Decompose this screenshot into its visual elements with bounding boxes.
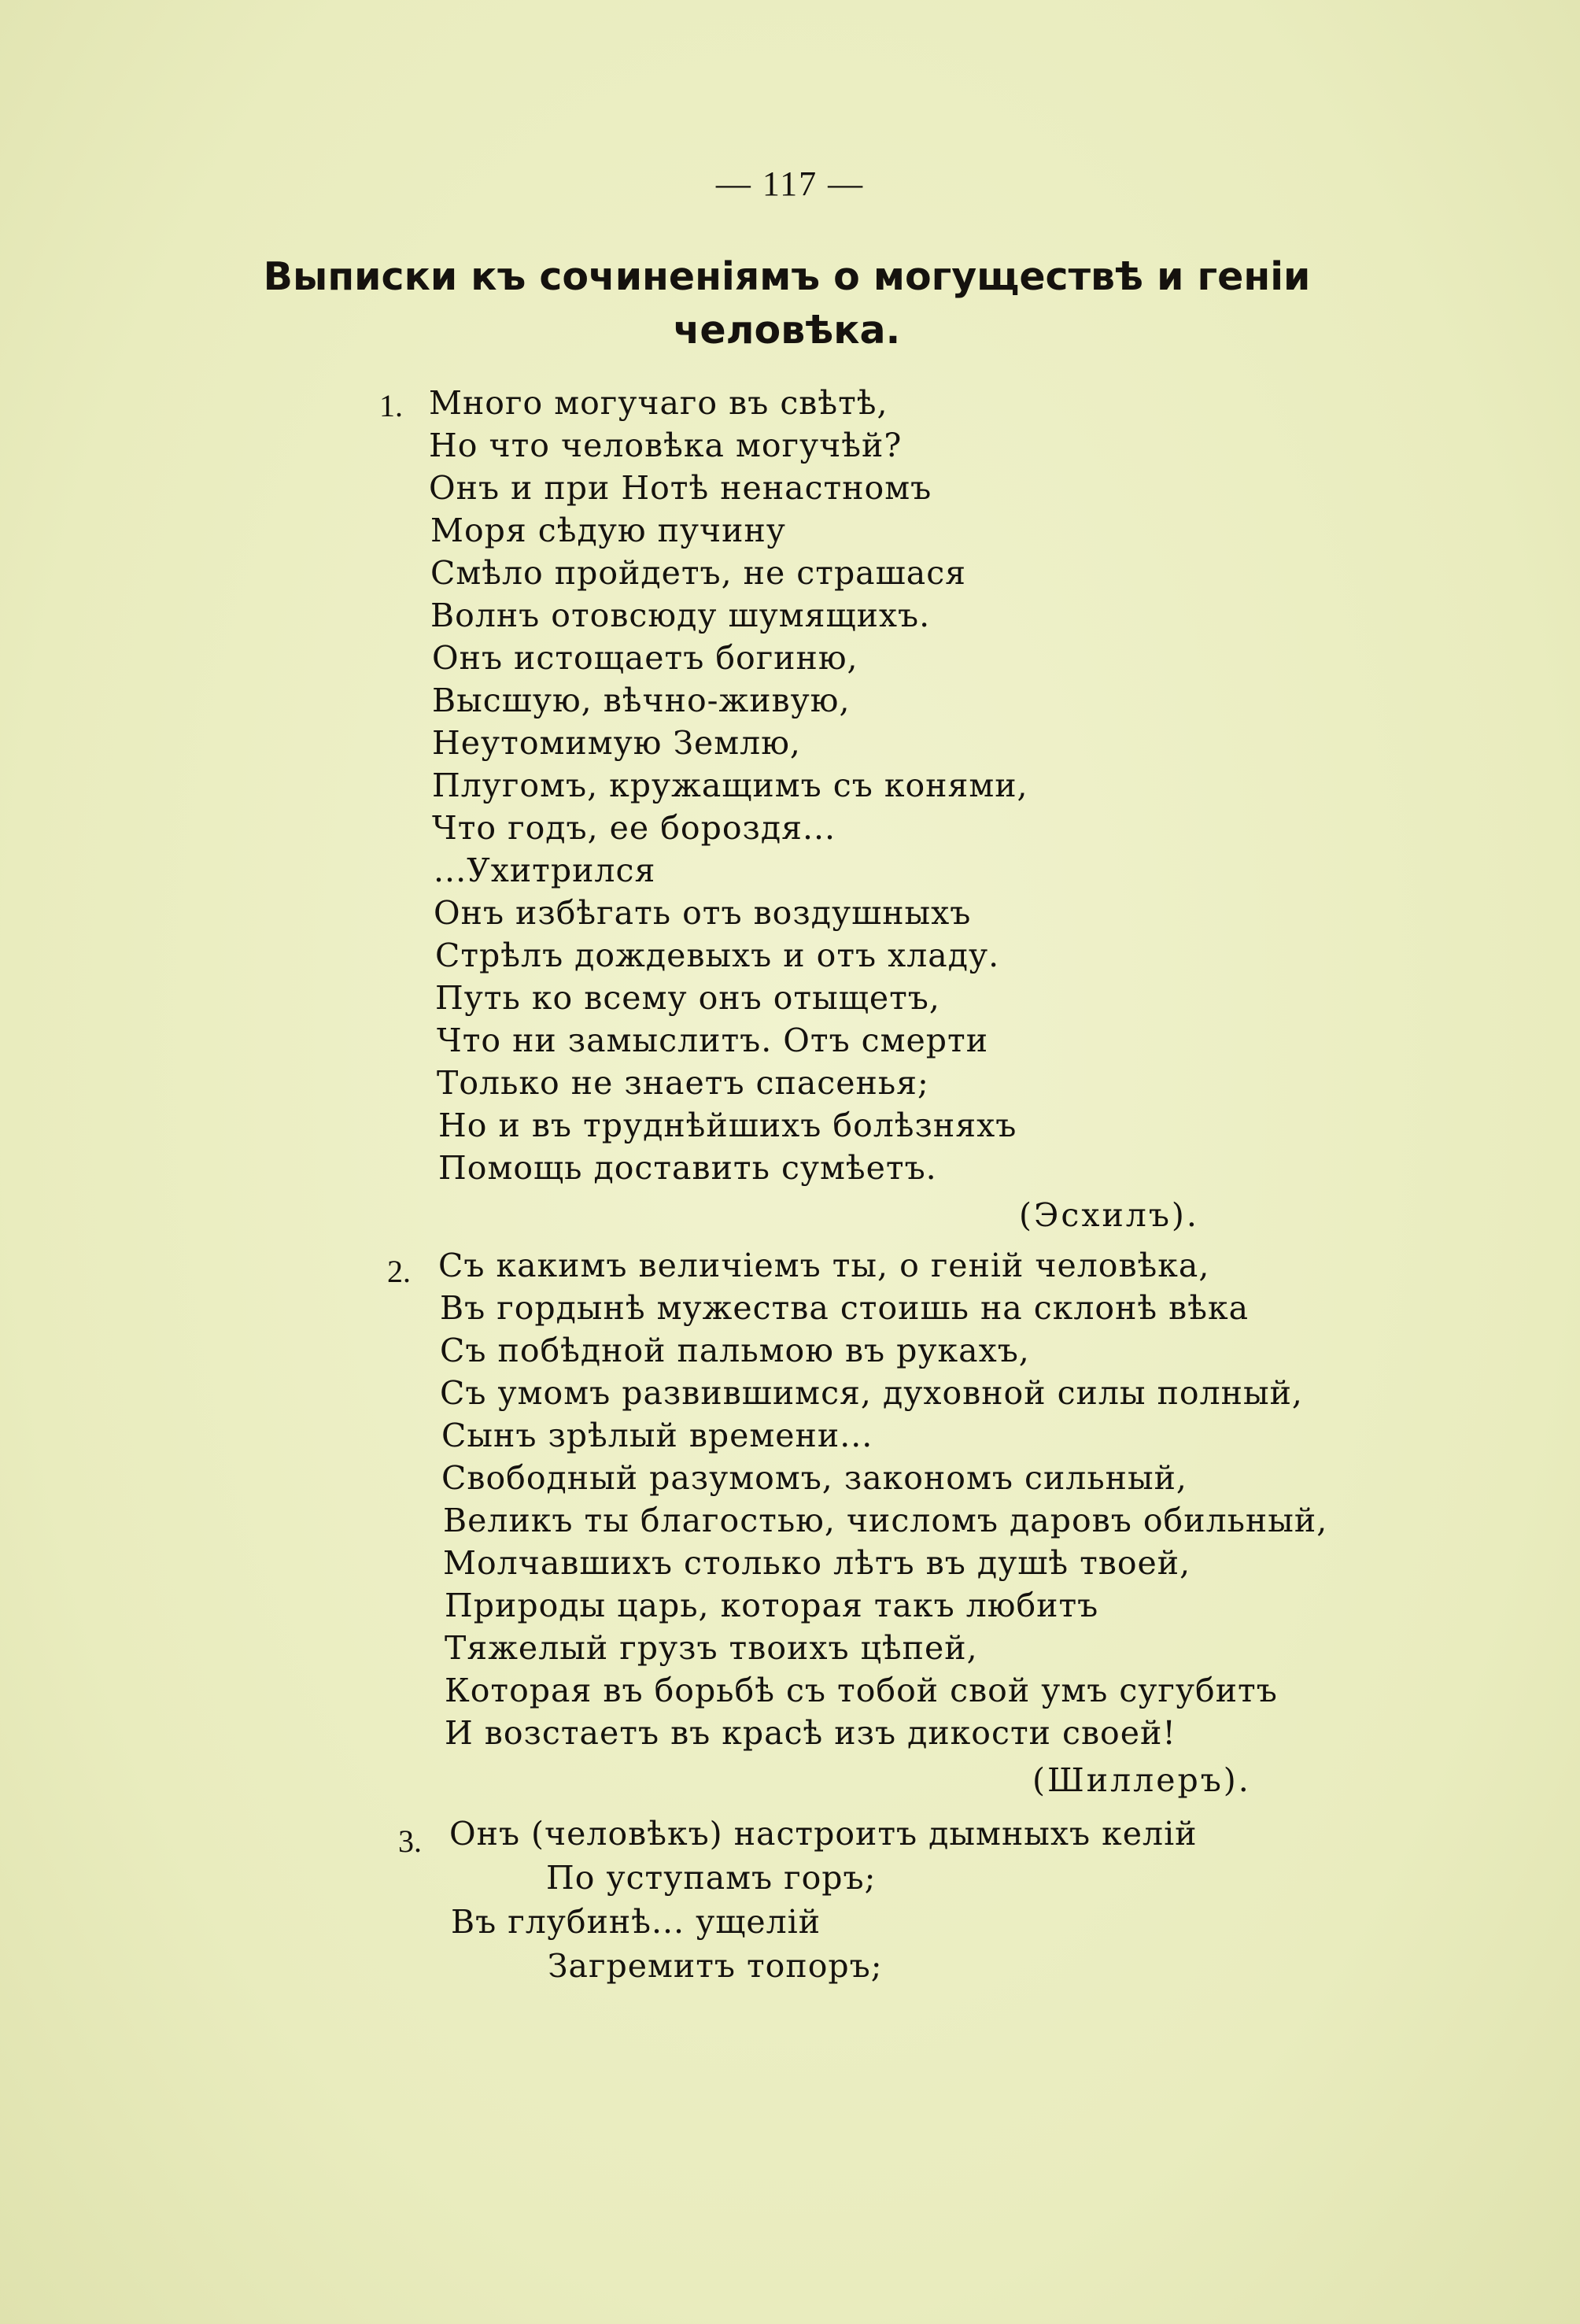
poem-line: ...Ухитрился	[434, 852, 656, 889]
attribution: (Шиллеръ).	[1032, 1761, 1251, 1799]
poem-line: Великъ ты благостью, числомъ даровъ обильный,	[443, 1502, 1328, 1539]
poem-line: Но что человѣка могучѣй?	[429, 427, 903, 464]
poem-line: Онъ (человѣкъ) настроитъ дымныхъ келій	[449, 1815, 1198, 1853]
poem-line: Волнъ отовсюду шумящихъ.	[430, 597, 931, 634]
poem-line: Съ какимъ величіемъ ты, о геній человѣка,	[438, 1247, 1210, 1284]
attribution: (Эсхилъ).	[1019, 1196, 1199, 1234]
poem-line: Высшую, вѣчно-живую,	[432, 682, 851, 719]
poem-line: Смѣло пройдетъ, не страшася	[430, 554, 967, 592]
poem-line: Путь ко всему онъ отыщетъ,	[435, 979, 940, 1017]
poem-line: Съ побѣдной пальмою въ рукахъ,	[440, 1332, 1030, 1369]
poem-line: Помощь доставить сумѣетъ.	[438, 1149, 937, 1187]
section-number: 2.	[387, 1254, 411, 1289]
poem-line: Онъ избѣгать отъ воздушныхъ	[434, 894, 972, 932]
poem-line: Стрѣлъ дождевыхъ и отъ хладу.	[435, 937, 1000, 974]
poem-line: И возстаетъ въ красѣ изъ дикости своей!	[445, 1714, 1176, 1752]
poem-line: Свободный разумомъ, закономъ сильный,	[441, 1459, 1187, 1497]
poem-line: Только не знаетъ спасенья;	[437, 1064, 929, 1102]
poem-line: Но и въ труднѣйшихъ болѣзняхъ	[438, 1107, 1017, 1144]
poem-line: Моря сѣдую пучину	[430, 512, 786, 549]
poem-line: Онъ и при Нотѣ ненастномъ	[429, 469, 932, 507]
section-number: 3.	[398, 1823, 422, 1859]
poem-line: Онъ истощаетъ богиню,	[432, 639, 858, 677]
poem-line: Въ глубинѣ... ущелій	[451, 1903, 821, 1941]
poem-line: Неутомимую Землю,	[432, 724, 801, 762]
page-title	[157, 250, 1416, 357]
poem-line: По уступамъ горъ;	[546, 1859, 877, 1897]
poem-line: Природы царь, которая такъ любитъ	[445, 1587, 1099, 1624]
poem-line: Которая въ борьбѣ съ тобой свой умъ сугубитъ	[445, 1672, 1278, 1709]
poem-line: Плугомъ, кружащимъ съ конями,	[432, 767, 1028, 804]
poem-line: Молчавшихъ столько лѣтъ въ душѣ твоей,	[443, 1544, 1191, 1582]
poem-line: Съ умомъ развившимся, духовной силы полный,	[440, 1374, 1303, 1412]
poem-line: Въ гордынѣ мужества стоишь на склонѣ вѣка	[440, 1289, 1250, 1327]
poem-line: Много могучаго въ свѣтѣ,	[429, 384, 888, 422]
poem-line: Что годъ, ее бороздя...	[432, 809, 836, 847]
poem-line: Загремитъ топоръ;	[548, 1947, 883, 1985]
page-number: — 117 —	[715, 164, 865, 203]
title-line-1: Выписки къ сочиненіямъ о могуществѣ и геніи	[263, 254, 1311, 299]
section-number: 1.	[379, 388, 403, 423]
poem-line: Тяжелый грузъ твоихъ цѣпей,	[445, 1629, 978, 1667]
title-line-2: человѣка.	[673, 308, 901, 353]
poem-line: Сынъ зрѣлый времени...	[441, 1417, 873, 1454]
poem-line: Что ни замыслитъ. Отъ смерти	[437, 1022, 989, 1059]
